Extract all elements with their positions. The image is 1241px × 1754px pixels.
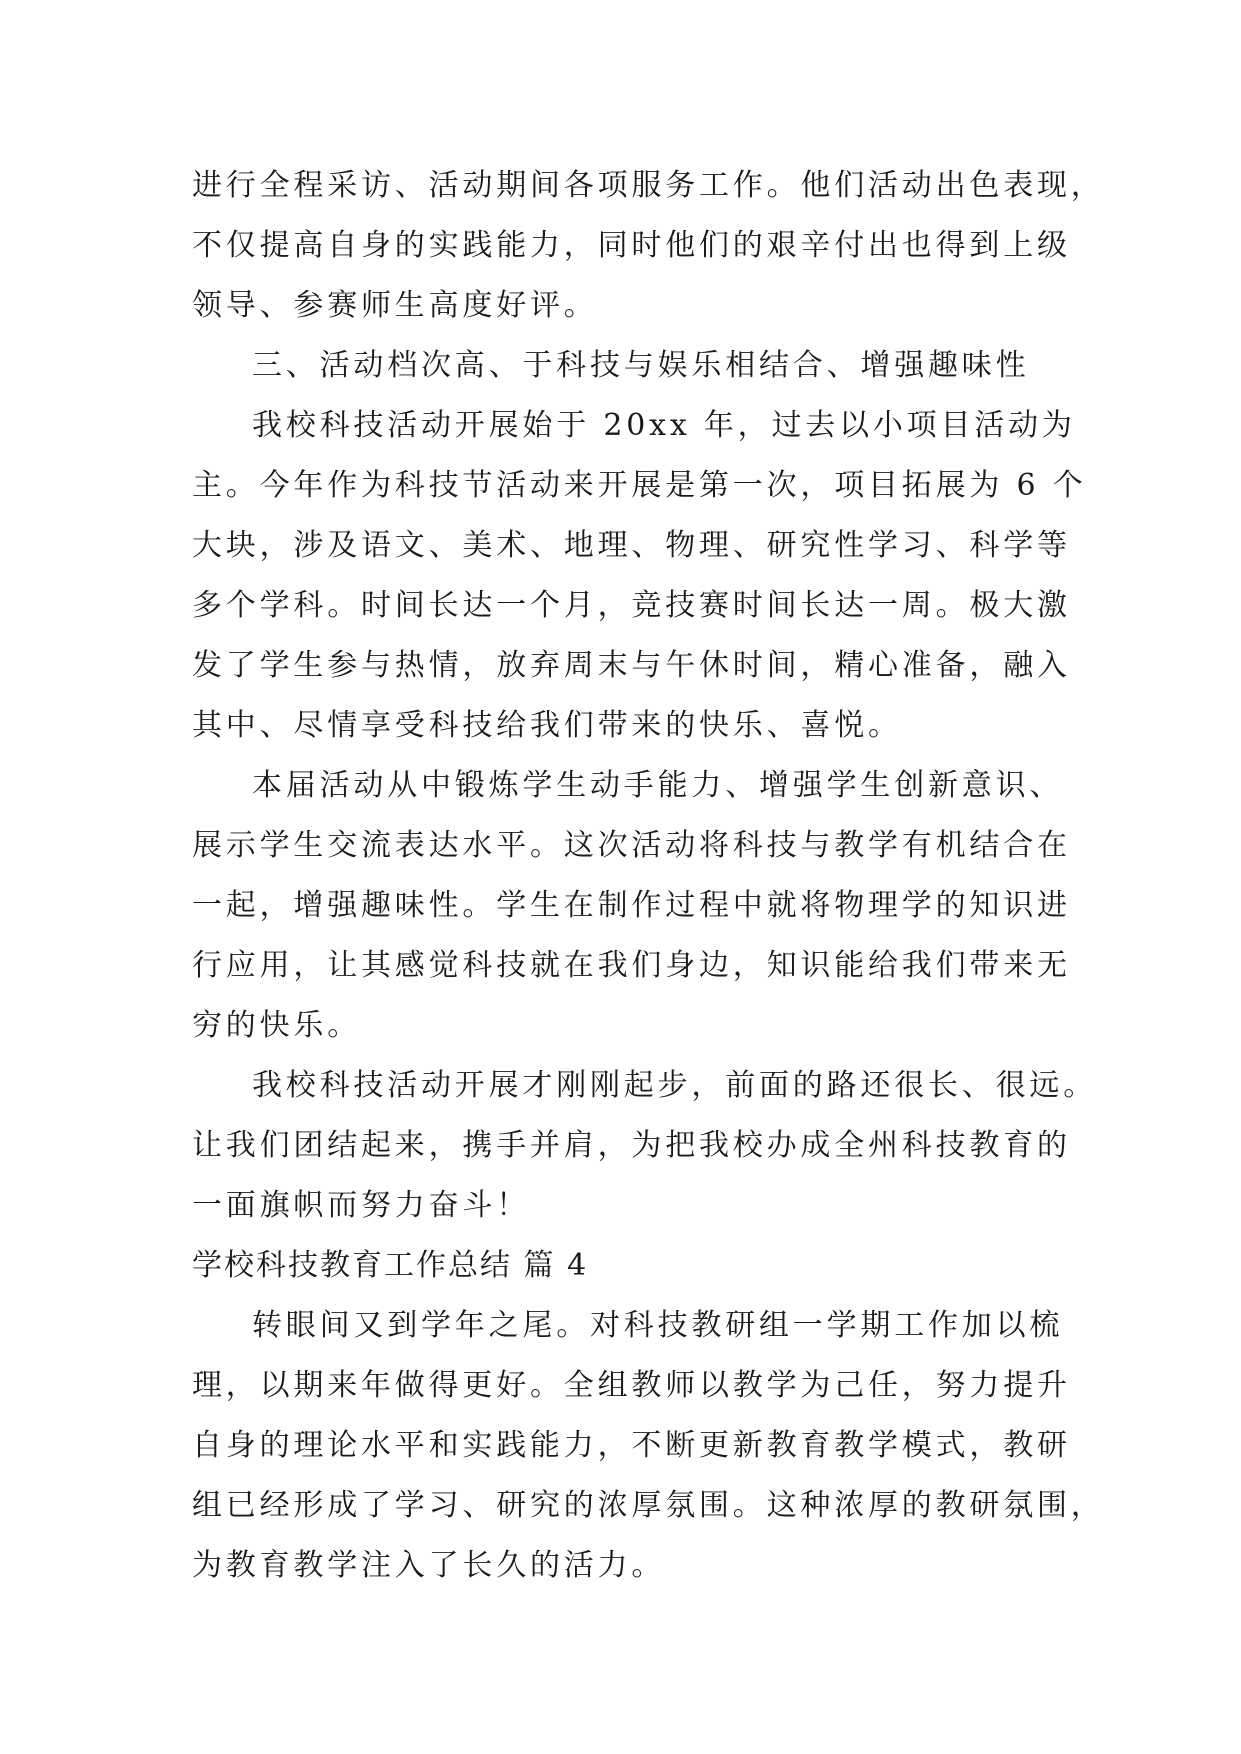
text-line: 穷的快乐。 <box>192 1008 361 1043</box>
text-line: 展示学生交流表达水平。这次活动将科技与教学有机结合在 <box>192 828 1071 863</box>
text-line: 我校科技活动开展始于 20xx 年，过去以小项目活动为 <box>252 408 1076 443</box>
text-line: 理，以期来年做得更好。全组教师以教学为己任，努力提升 <box>192 1368 1071 1403</box>
text-line: 一面旗帜而努力奋斗！ <box>192 1188 530 1223</box>
text-line: 让我们团结起来，携手并肩，为把我校办成全州科技教育的 <box>192 1128 1071 1163</box>
text-line: 多个学科。时间长达一个月，竞技赛时间长达一周。极大激 <box>192 588 1071 623</box>
article-title: 学校科技教育工作总结 篇 4 <box>192 1248 589 1283</box>
section-heading: 三、活动档次高、于科技与娱乐相结合、增强趣味性 <box>252 348 1030 383</box>
text-line: 发了学生参与热情，放弃周末与午休时间，精心准备，融入 <box>192 648 1071 683</box>
text-line: 主。今年作为科技节活动来开展是第一次，项目拓展为 6 个 <box>192 468 1087 503</box>
text-line: 行应用，让其感觉科技就在我们身边，知识能给我们带来无 <box>192 948 1071 983</box>
text-line: 其中、尽情享受科技给我们带来的快乐、喜悦。 <box>192 708 902 743</box>
text-line: 我校科技活动开展才刚刚起步，前面的路还很长、很远。 <box>252 1068 1097 1103</box>
text-line: 大块，涉及语文、美术、地理、物理、研究性学习、科学等 <box>192 528 1071 563</box>
text-line: 不仅提高自身的实践能力，同时他们的艰辛付出也得到上级 <box>192 228 1071 263</box>
text-line: 转眼间又到学年之尾。对科技教研组一学期工作加以梳 <box>252 1308 1064 1343</box>
text-line: 组已经形成了学习、研究的浓厚氛围。这种浓厚的教研氛围， <box>192 1488 1105 1523</box>
text-line: 领导、参赛师生高度好评。 <box>192 288 598 323</box>
text-line: 为教育教学注入了长久的活力。 <box>192 1548 666 1583</box>
text-line: 自身的理论水平和实践能力，不断更新教育教学模式，教研 <box>192 1428 1071 1463</box>
text-line: 本届活动从中锻炼学生动手能力、增强学生创新意识、 <box>252 768 1064 803</box>
text-line: 进行全程采访、活动期间各项服务工作。他们活动出色表现， <box>192 168 1105 203</box>
text-line: 一起，增强趣味性。学生在制作过程中就将物理学的知识进 <box>192 888 1071 923</box>
